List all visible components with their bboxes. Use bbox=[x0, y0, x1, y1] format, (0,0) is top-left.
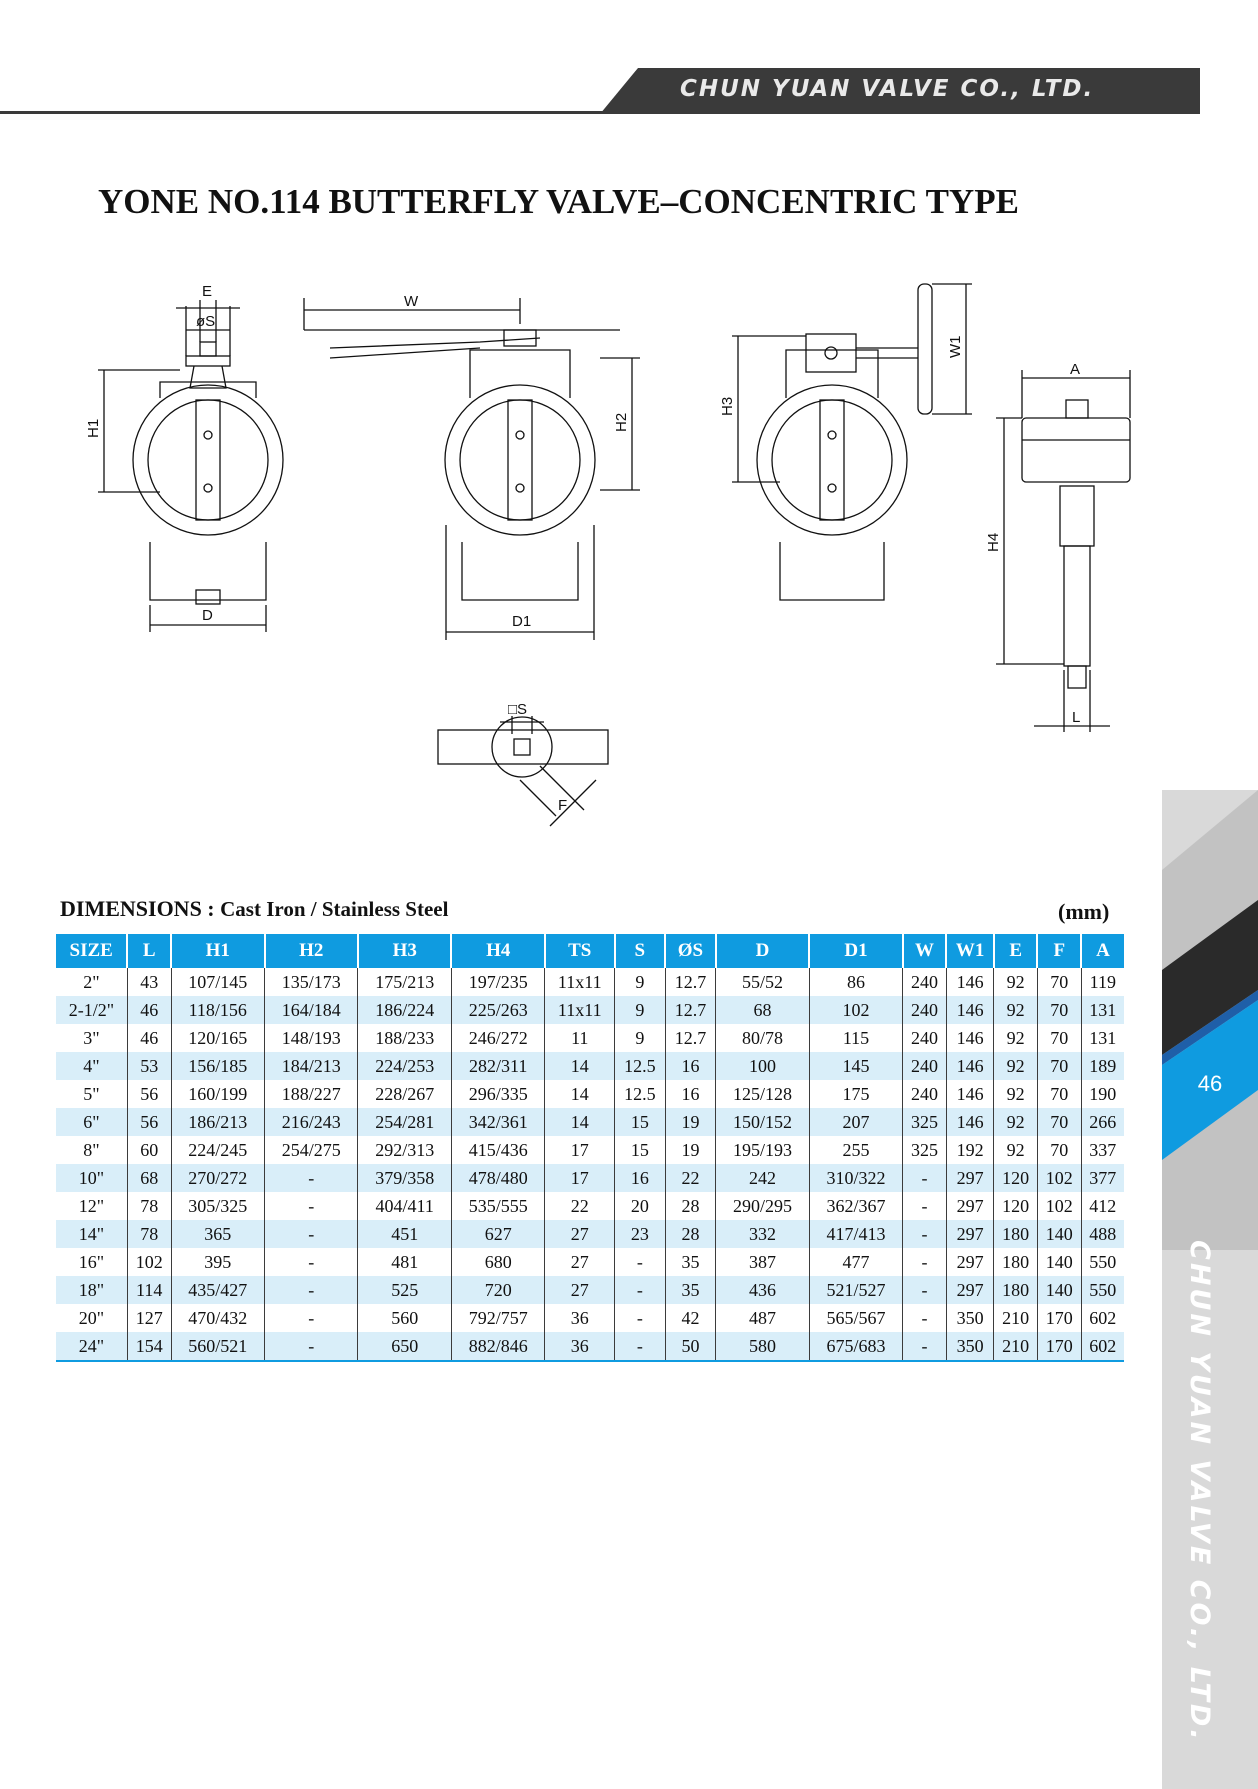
table-cell: 43 bbox=[127, 968, 171, 996]
table-row bbox=[56, 1024, 1124, 1052]
table-cell: 140 bbox=[1037, 1248, 1081, 1276]
table-cell: 70 bbox=[1037, 1052, 1081, 1080]
table-cell: 228/267 bbox=[358, 1080, 451, 1108]
table-cell: 145 bbox=[809, 1052, 902, 1080]
table-header-cell: A bbox=[1081, 934, 1124, 968]
table-cell: 12.7 bbox=[665, 1024, 716, 1052]
label-f: F bbox=[558, 797, 568, 814]
table-cell: 246/272 bbox=[451, 1024, 544, 1052]
table-cell: 550 bbox=[1081, 1248, 1124, 1276]
table-cell: 451 bbox=[358, 1220, 451, 1248]
table-cell: 55/52 bbox=[716, 968, 809, 996]
table-cell: 325 bbox=[903, 1136, 947, 1164]
table-header-row bbox=[56, 934, 1124, 968]
label-os: øS bbox=[196, 313, 216, 330]
table-cell: 92 bbox=[994, 1024, 1038, 1052]
table-row bbox=[56, 996, 1124, 1024]
table-cell: 362/367 bbox=[809, 1192, 902, 1220]
table-cell: 175 bbox=[809, 1080, 902, 1108]
table-cell: 350 bbox=[946, 1304, 994, 1332]
table-cell: 297 bbox=[946, 1248, 994, 1276]
table-cell: 417/413 bbox=[809, 1220, 902, 1248]
table-cell: 27 bbox=[545, 1248, 615, 1276]
table-cell: - bbox=[265, 1332, 358, 1361]
table-cell: - bbox=[903, 1304, 947, 1332]
label-h3: H3 bbox=[719, 396, 736, 416]
table-cell: 92 bbox=[994, 1136, 1038, 1164]
table-cell: 477 bbox=[809, 1248, 902, 1276]
table-cell: 86 bbox=[809, 968, 902, 996]
table-cell: 487 bbox=[716, 1304, 809, 1332]
table-cell: 337 bbox=[1081, 1136, 1124, 1164]
table-cell: 186/224 bbox=[358, 996, 451, 1024]
table-cell: 70 bbox=[1037, 1108, 1081, 1136]
table-cell: 70 bbox=[1037, 1136, 1081, 1164]
label-l: L bbox=[1072, 709, 1081, 726]
table-cell: 325 bbox=[903, 1108, 947, 1136]
table-cell: - bbox=[615, 1332, 666, 1361]
table-cell: 379/358 bbox=[358, 1164, 451, 1192]
table-cell: 650 bbox=[358, 1332, 451, 1361]
table-cell: 580 bbox=[716, 1332, 809, 1361]
table-cell: 415/436 bbox=[451, 1136, 544, 1164]
table-cell: 50 bbox=[665, 1332, 716, 1361]
table-cell: 9 bbox=[615, 996, 666, 1024]
table-cell: 53 bbox=[127, 1052, 171, 1080]
table-cell: 680 bbox=[451, 1248, 544, 1276]
table-cell: 225/263 bbox=[451, 996, 544, 1024]
table-cell: 14" bbox=[56, 1220, 127, 1248]
table-header-cell: SIZE bbox=[56, 934, 127, 968]
table-cell: 255 bbox=[809, 1136, 902, 1164]
sidebar-company-name: CHUN YUAN VALVE CO., LTD. bbox=[1184, 1240, 1215, 1743]
table-cell: - bbox=[903, 1332, 947, 1361]
table-header-cell: W bbox=[903, 934, 947, 968]
dimensions-heading bbox=[60, 896, 448, 922]
drawing-gear-view bbox=[732, 284, 972, 600]
table-cell: 240 bbox=[903, 1080, 947, 1108]
table-cell: 11x11 bbox=[545, 968, 615, 996]
label-sq-s: □S bbox=[508, 701, 528, 718]
table-header-cell: H2 bbox=[265, 934, 358, 968]
table-cell: 525 bbox=[358, 1276, 451, 1304]
table-cell: 102 bbox=[1037, 1192, 1081, 1220]
table-row bbox=[56, 1136, 1124, 1164]
table-cell: 164/184 bbox=[265, 996, 358, 1024]
header-rule bbox=[0, 111, 620, 114]
table-cell: 395 bbox=[171, 1248, 264, 1276]
dimensions-table bbox=[56, 934, 1124, 1362]
table-cell: 9 bbox=[615, 968, 666, 996]
table-cell: 210 bbox=[994, 1304, 1038, 1332]
table-cell: 16" bbox=[56, 1248, 127, 1276]
table-cell: 10" bbox=[56, 1164, 127, 1192]
table-cell: 560/521 bbox=[171, 1332, 264, 1361]
table-cell: 180 bbox=[994, 1248, 1038, 1276]
drawing-front-view bbox=[98, 300, 283, 632]
table-cell: 210 bbox=[994, 1332, 1038, 1361]
table-cell: - bbox=[615, 1276, 666, 1304]
drawing-actuator-view bbox=[996, 370, 1130, 732]
table-cell: 17 bbox=[545, 1164, 615, 1192]
table-cell: 3" bbox=[56, 1024, 127, 1052]
table-cell: 14 bbox=[545, 1108, 615, 1136]
table-cell: 296/335 bbox=[451, 1080, 544, 1108]
table-cell: 148/193 bbox=[265, 1024, 358, 1052]
table-cell: 16 bbox=[615, 1164, 666, 1192]
label-e: E bbox=[202, 283, 213, 300]
table-cell: 35 bbox=[665, 1276, 716, 1304]
table-cell: 46 bbox=[127, 996, 171, 1024]
table-cell: 6" bbox=[56, 1108, 127, 1136]
table-cell: 240 bbox=[903, 968, 947, 996]
table-cell: 387 bbox=[716, 1248, 809, 1276]
table-cell: 12.5 bbox=[615, 1080, 666, 1108]
table-cell: 332 bbox=[716, 1220, 809, 1248]
table-cell: 23 bbox=[615, 1220, 666, 1248]
table-cell: 16 bbox=[665, 1080, 716, 1108]
table-cell: 146 bbox=[946, 996, 994, 1024]
table-cell: 127 bbox=[127, 1304, 171, 1332]
label-d: D bbox=[202, 607, 213, 624]
table-cell: 170 bbox=[1037, 1304, 1081, 1332]
label-d1: D1 bbox=[512, 613, 532, 630]
table-cell: 190 bbox=[1081, 1080, 1124, 1108]
table-cell: 15 bbox=[615, 1136, 666, 1164]
table-header-cell: D1 bbox=[809, 934, 902, 968]
table-cell: 365 bbox=[171, 1220, 264, 1248]
table-cell: 12.5 bbox=[615, 1052, 666, 1080]
dimensions-label: DIMENSIONS : bbox=[60, 896, 215, 921]
table-cell: 70 bbox=[1037, 968, 1081, 996]
table-cell: 4" bbox=[56, 1052, 127, 1080]
label-h2: H2 bbox=[613, 412, 630, 432]
table-cell: 92 bbox=[994, 1052, 1038, 1080]
table-cell: - bbox=[903, 1192, 947, 1220]
table-header-cell: W1 bbox=[946, 934, 994, 968]
table-cell: 627 bbox=[451, 1220, 544, 1248]
table-cell: 342/361 bbox=[451, 1108, 544, 1136]
table-row bbox=[56, 1304, 1124, 1332]
table-cell: 28 bbox=[665, 1192, 716, 1220]
table-cell: - bbox=[903, 1248, 947, 1276]
table-cell: 131 bbox=[1081, 1024, 1124, 1052]
table-cell: 170 bbox=[1037, 1332, 1081, 1361]
table-cell: 282/311 bbox=[451, 1052, 544, 1080]
table-header-cell: TS bbox=[545, 934, 615, 968]
table-cell: - bbox=[265, 1192, 358, 1220]
table-row bbox=[56, 1108, 1124, 1136]
table-cell: 154 bbox=[127, 1332, 171, 1361]
table-cell: 188/227 bbox=[265, 1080, 358, 1108]
table-cell: 8" bbox=[56, 1136, 127, 1164]
table-cell: 12.7 bbox=[665, 968, 716, 996]
table-header-cell: H1 bbox=[171, 934, 264, 968]
table-cell: 5" bbox=[56, 1080, 127, 1108]
drawing-flange-detail bbox=[438, 716, 608, 826]
table-cell: 297 bbox=[946, 1276, 994, 1304]
table-cell: - bbox=[265, 1248, 358, 1276]
table-cell: 19 bbox=[665, 1108, 716, 1136]
table-cell: 15 bbox=[615, 1108, 666, 1136]
table-cell: 488 bbox=[1081, 1220, 1124, 1248]
table-cell: 22 bbox=[545, 1192, 615, 1220]
table-cell: - bbox=[615, 1248, 666, 1276]
table-cell: 140 bbox=[1037, 1276, 1081, 1304]
table-cell: 120 bbox=[994, 1164, 1038, 1192]
label-w1: W1 bbox=[947, 335, 964, 358]
table-cell: 42 bbox=[665, 1304, 716, 1332]
table-cell: 535/555 bbox=[451, 1192, 544, 1220]
table-cell: 720 bbox=[451, 1276, 544, 1304]
table-cell: 192 bbox=[946, 1136, 994, 1164]
table-row bbox=[56, 1276, 1124, 1304]
table-cell: 17 bbox=[545, 1136, 615, 1164]
page-number: 46 bbox=[1197, 1071, 1223, 1096]
table-cell: 78 bbox=[127, 1192, 171, 1220]
table-cell: 100 bbox=[716, 1052, 809, 1080]
table-cell: 102 bbox=[1037, 1164, 1081, 1192]
table-cell: 146 bbox=[946, 1108, 994, 1136]
table-cell: 675/683 bbox=[809, 1332, 902, 1361]
table-cell: 92 bbox=[994, 1108, 1038, 1136]
table-cell: 565/567 bbox=[809, 1304, 902, 1332]
table-cell: 186/213 bbox=[171, 1108, 264, 1136]
table-cell: - bbox=[615, 1304, 666, 1332]
table-cell: 80/78 bbox=[716, 1024, 809, 1052]
table-cell: 60 bbox=[127, 1136, 171, 1164]
table-cell: 28 bbox=[665, 1220, 716, 1248]
table-cell: 119 bbox=[1081, 968, 1124, 996]
sidebar-decoration bbox=[1162, 790, 1258, 1250]
dimensions-material: Cast Iron / Stainless Steel bbox=[220, 897, 449, 921]
table-cell: 195/193 bbox=[716, 1136, 809, 1164]
table-cell: 481 bbox=[358, 1248, 451, 1276]
table-cell: 292/313 bbox=[358, 1136, 451, 1164]
table-cell: 470/432 bbox=[171, 1304, 264, 1332]
table-cell: 297 bbox=[946, 1164, 994, 1192]
table-cell: 20" bbox=[56, 1304, 127, 1332]
table-cell: 22 bbox=[665, 1164, 716, 1192]
table-cell: 882/846 bbox=[451, 1332, 544, 1361]
table-cell: 377 bbox=[1081, 1164, 1124, 1192]
table-cell: 92 bbox=[994, 1080, 1038, 1108]
table-row bbox=[56, 1192, 1124, 1220]
table-cell: 68 bbox=[127, 1164, 171, 1192]
table-cell: 114 bbox=[127, 1276, 171, 1304]
table-cell: - bbox=[265, 1164, 358, 1192]
table-cell: 270/272 bbox=[171, 1164, 264, 1192]
table-cell: 131 bbox=[1081, 996, 1124, 1024]
table-cell: 18" bbox=[56, 1276, 127, 1304]
table-cell: 16 bbox=[665, 1052, 716, 1080]
table-cell: 35 bbox=[665, 1248, 716, 1276]
table-cell: 146 bbox=[946, 1080, 994, 1108]
label-w: W bbox=[404, 293, 419, 310]
table-header-cell: E bbox=[994, 934, 1038, 968]
table-cell: 436 bbox=[716, 1276, 809, 1304]
table-cell: - bbox=[903, 1220, 947, 1248]
table-cell: 160/199 bbox=[171, 1080, 264, 1108]
valve-drawings bbox=[0, 270, 1160, 890]
table-cell: 36 bbox=[545, 1332, 615, 1361]
table-cell: 156/185 bbox=[171, 1052, 264, 1080]
table-cell: 412 bbox=[1081, 1192, 1124, 1220]
table-cell: 115 bbox=[809, 1024, 902, 1052]
table-header-cell: D bbox=[716, 934, 809, 968]
table-cell: 242 bbox=[716, 1164, 809, 1192]
table-cell: 27 bbox=[545, 1220, 615, 1248]
table-cell: 254/281 bbox=[358, 1108, 451, 1136]
table-cell: 521/527 bbox=[809, 1276, 902, 1304]
table-body bbox=[56, 968, 1124, 1361]
table-cell: 70 bbox=[1037, 1080, 1081, 1108]
table-cell: 102 bbox=[809, 996, 902, 1024]
table-cell: 310/322 bbox=[809, 1164, 902, 1192]
table-cell: 184/213 bbox=[265, 1052, 358, 1080]
table-cell: 2" bbox=[56, 968, 127, 996]
table-cell: 46 bbox=[127, 1024, 171, 1052]
table-row bbox=[56, 1248, 1124, 1276]
table-cell: 24" bbox=[56, 1332, 127, 1361]
table-row bbox=[56, 1332, 1124, 1361]
table-cell: 125/128 bbox=[716, 1080, 809, 1108]
label-h1: H1 bbox=[85, 418, 102, 438]
table-cell: 180 bbox=[994, 1276, 1038, 1304]
table-header-cell: H3 bbox=[358, 934, 451, 968]
table-cell: 11 bbox=[545, 1024, 615, 1052]
table-cell: 180 bbox=[994, 1220, 1038, 1248]
table-cell: 175/213 bbox=[358, 968, 451, 996]
table-cell: 12" bbox=[56, 1192, 127, 1220]
table-row bbox=[56, 1080, 1124, 1108]
label-h4: H4 bbox=[985, 532, 1002, 552]
table-cell: 197/235 bbox=[451, 968, 544, 996]
table-cell: 207 bbox=[809, 1108, 902, 1136]
table-cell: 266 bbox=[1081, 1108, 1124, 1136]
table-cell: 560 bbox=[358, 1304, 451, 1332]
table-cell: 20 bbox=[615, 1192, 666, 1220]
table-cell: 92 bbox=[994, 968, 1038, 996]
dimensions-unit: (mm) bbox=[1058, 899, 1110, 924]
table-cell: 120/165 bbox=[171, 1024, 264, 1052]
table-cell: 404/411 bbox=[358, 1192, 451, 1220]
table-cell: 240 bbox=[903, 996, 947, 1024]
table-cell: 70 bbox=[1037, 996, 1081, 1024]
table-cell: 14 bbox=[545, 1052, 615, 1080]
label-a: A bbox=[1070, 361, 1081, 378]
table-cell: 297 bbox=[946, 1220, 994, 1248]
table-cell: 478/480 bbox=[451, 1164, 544, 1192]
table-cell: - bbox=[903, 1164, 947, 1192]
table-cell: 792/757 bbox=[451, 1304, 544, 1332]
table-row bbox=[56, 1220, 1124, 1248]
table-header-cell: L bbox=[127, 934, 171, 968]
table-cell: 602 bbox=[1081, 1332, 1124, 1361]
table-cell: - bbox=[265, 1220, 358, 1248]
table-cell: 135/173 bbox=[265, 968, 358, 996]
table-cell: 140 bbox=[1037, 1220, 1081, 1248]
table-cell: 118/156 bbox=[171, 996, 264, 1024]
table-cell: 92 bbox=[994, 996, 1038, 1024]
page-title: YONE NO.114 BUTTERFLY VALVE–CONCENTRIC TYPE bbox=[98, 182, 1019, 221]
table-header-cell: S bbox=[615, 934, 666, 968]
table-cell: 305/325 bbox=[171, 1192, 264, 1220]
table-cell: 146 bbox=[946, 1052, 994, 1080]
table-cell: 188/233 bbox=[358, 1024, 451, 1052]
table-cell: 36 bbox=[545, 1304, 615, 1332]
table-cell: 14 bbox=[545, 1080, 615, 1108]
table-header-cell: H4 bbox=[451, 934, 544, 968]
table-cell: 68 bbox=[716, 996, 809, 1024]
table-cell: 550 bbox=[1081, 1276, 1124, 1304]
table-cell: 9 bbox=[615, 1024, 666, 1052]
table-cell: 11x11 bbox=[545, 996, 615, 1024]
table-cell: 224/245 bbox=[171, 1136, 264, 1164]
table-row bbox=[56, 968, 1124, 996]
table-cell: 350 bbox=[946, 1332, 994, 1361]
table-cell: 27 bbox=[545, 1276, 615, 1304]
table-cell: 56 bbox=[127, 1108, 171, 1136]
header-company-name: CHUN YUAN VALVE CO., LTD. bbox=[680, 76, 1095, 102]
table-cell: 107/145 bbox=[171, 968, 264, 996]
table-cell: 216/243 bbox=[265, 1108, 358, 1136]
table-cell: 150/152 bbox=[716, 1108, 809, 1136]
table-cell: 70 bbox=[1037, 1024, 1081, 1052]
table-cell: 297 bbox=[946, 1192, 994, 1220]
table-cell: 224/253 bbox=[358, 1052, 451, 1080]
table-cell: - bbox=[265, 1276, 358, 1304]
table-cell: 146 bbox=[946, 1024, 994, 1052]
table-cell: 146 bbox=[946, 968, 994, 996]
table-cell: 12.7 bbox=[665, 996, 716, 1024]
table-row bbox=[56, 1052, 1124, 1080]
table-cell: 602 bbox=[1081, 1304, 1124, 1332]
drawing-lever-view bbox=[304, 298, 640, 640]
table-cell: 290/295 bbox=[716, 1192, 809, 1220]
table-cell: 102 bbox=[127, 1248, 171, 1276]
table-cell: 19 bbox=[665, 1136, 716, 1164]
table-cell: 56 bbox=[127, 1080, 171, 1108]
table-cell: 78 bbox=[127, 1220, 171, 1248]
table-cell: 435/427 bbox=[171, 1276, 264, 1304]
table-cell: - bbox=[265, 1304, 358, 1332]
table-cell: 240 bbox=[903, 1024, 947, 1052]
table-header-cell: ØS bbox=[665, 934, 716, 968]
table-cell: 120 bbox=[994, 1192, 1038, 1220]
table-cell: 2-1/2" bbox=[56, 996, 127, 1024]
table-row bbox=[56, 1164, 1124, 1192]
table-cell: 254/275 bbox=[265, 1136, 358, 1164]
table-cell: 189 bbox=[1081, 1052, 1124, 1080]
table-cell: 240 bbox=[903, 1052, 947, 1080]
table-header-cell: F bbox=[1037, 934, 1081, 968]
table-cell: - bbox=[903, 1276, 947, 1304]
